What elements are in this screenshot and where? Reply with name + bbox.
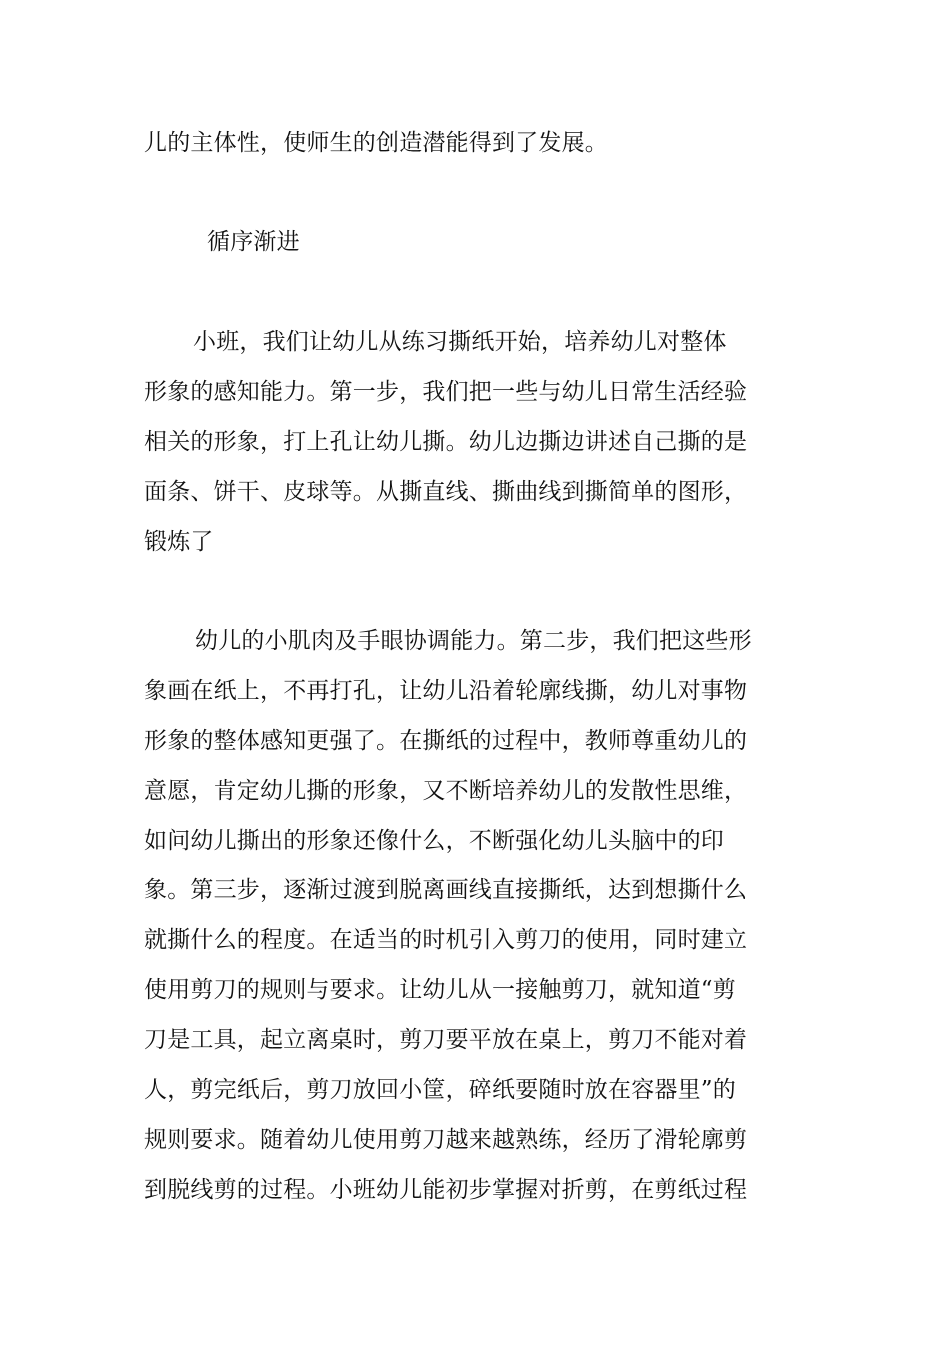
paragraph-line: 人，剪完纸后，剪刀放回小筐，碎纸要随时放在容器里”的 xyxy=(144,1077,736,1103)
paragraph-line: 刀是工具，起立离桌时，剪刀要平放在桌上，剪刀不能对着 xyxy=(144,1027,748,1053)
paragraph-line: 象画在纸上，不再打孔，让幼儿沿着轮廓线撕，幼儿对事物 xyxy=(144,678,748,704)
paragraph-line: 规则要求。随着幼儿使用剪刀越来越熟练，经历了滑轮廓剪 xyxy=(144,1127,748,1153)
paragraph-line: 锻炼了 xyxy=(144,529,214,555)
paragraph-line: 意愿，肯定幼儿撕的形象，又不断培养幼儿的发散性思维， xyxy=(144,778,748,804)
paragraph-line: 到脱线剪的过程。小班幼儿能初步掌握对折剪，在剪纸过程 xyxy=(144,1177,748,1203)
text-line: 儿的主体性，使师生的创造潜能得到了发展。 xyxy=(144,130,608,156)
paragraph-line: 小班，我们让幼儿从练习撕纸开始，培养幼儿对整体 xyxy=(193,329,727,355)
paragraph-line: 使用剪刀的规则与要求。让幼儿从一接触剪刀，就知道“剪 xyxy=(144,977,736,1003)
paragraph-line: 如问幼儿撕出的形象还像什么，不断强化幼儿头脑中的印 xyxy=(144,828,724,854)
paragraph-line: 相关的形象，打上孔让幼儿撕。幼儿边撕边讲述自己撕的是 xyxy=(144,429,748,455)
paragraph-line: 形象的整体感知更强了。在撕纸的过程中，教师尊重幼儿的 xyxy=(144,728,748,754)
paragraph-line: 面条、饼干、皮球等。从撕直线、撕曲线到撕简单的图形， xyxy=(144,479,748,505)
paragraph-line: 幼儿的小肌肉及手眼协调能力。第二步，我们把这些形 xyxy=(195,628,752,654)
section-heading: 循序渐进 xyxy=(207,229,300,255)
paragraph-line: 象。第三步，逐渐过渡到脱离画线直接撕纸，达到想撕什么 xyxy=(144,877,748,903)
paragraph-line: 就撕什么的程度。在适当的时机引入剪刀的使用，同时建立 xyxy=(144,927,748,953)
paragraph-line: 形象的感知能力。第一步，我们把一些与幼儿日常生活经验 xyxy=(144,379,748,405)
